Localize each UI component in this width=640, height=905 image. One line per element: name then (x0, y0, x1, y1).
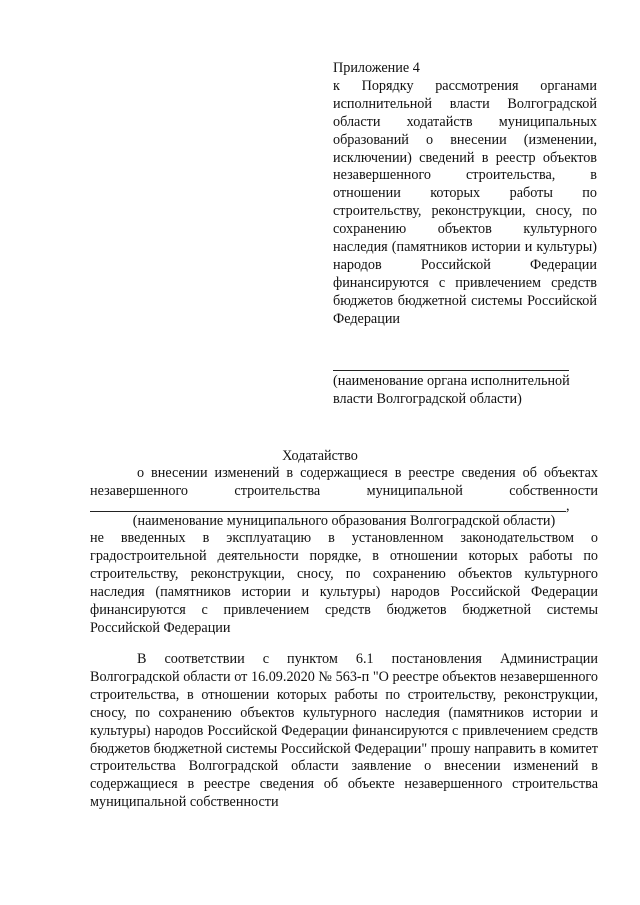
appendix-text: к Порядку рассмотрения органами исполнительной власти Волгоградской области ходатайств муниципальных образований о внесении (изменении, исключении) сведений в реестр объектов незавершенного строительства, в отношении которых работы по строительству, реконструкции, сносу, по сохранению объектов культурного наследия (памятников истории и культуры) народов Российской Федерации финансируются с привлечением средств бюджетов бюджетной системы Российской Федерации (333, 77, 597, 327)
authority-name-caption: (наименование органа исполнительной власти Волгоградской области) (333, 373, 570, 407)
petition-subject-part1 (90, 464, 598, 500)
authority-name-line (333, 370, 569, 371)
petition-subject-part2: не введенных в эксплуатацию в установленном законодательством о градостроительной деятельности порядке, в отношении которых работы по строительству, реконструкции, сносу, по сохранению объектов культурного наследия (памятников истории и культуры) народов Российской Федерации финансируются с привлечением средств бюджетов бюджетной системы Российской Федерации (90, 530, 598, 636)
appendix-title: Приложение 4 (333, 60, 420, 76)
municipality-line-comma: , (566, 498, 570, 514)
petition-title: Ходатайство (282, 448, 358, 464)
municipality-name-caption: (наименование муниципального образования Волгоградской области) (132, 513, 556, 529)
petition-body-paragraph: В соответствии с пунктом 6.1 постановления Администрации Волгоградской области от 16.09.2020 № 563-п "О реестре объектов незавершенного строительства, в отношении которых работы по строительству, реконструкции, сносу, по сохранению объектов культурного наследия (памятников истории и культуры) народов Российской Федерации финансируются с привлечением средств бюджетов бюджетной системы Российской Федерации" прошу направить в комитет строительства Волгоградской области заявление о внесении изменений в содержащиеся в реестре сведения об объекте незавершенного строительства муниципальной собственности (90, 651, 598, 811)
appendix-block (333, 60, 597, 329)
petition-subject-part1-text: о внесении изменений в содержащиеся в реестре сведения об объектах незавершенного строительства муниципальной собственности (90, 465, 598, 499)
